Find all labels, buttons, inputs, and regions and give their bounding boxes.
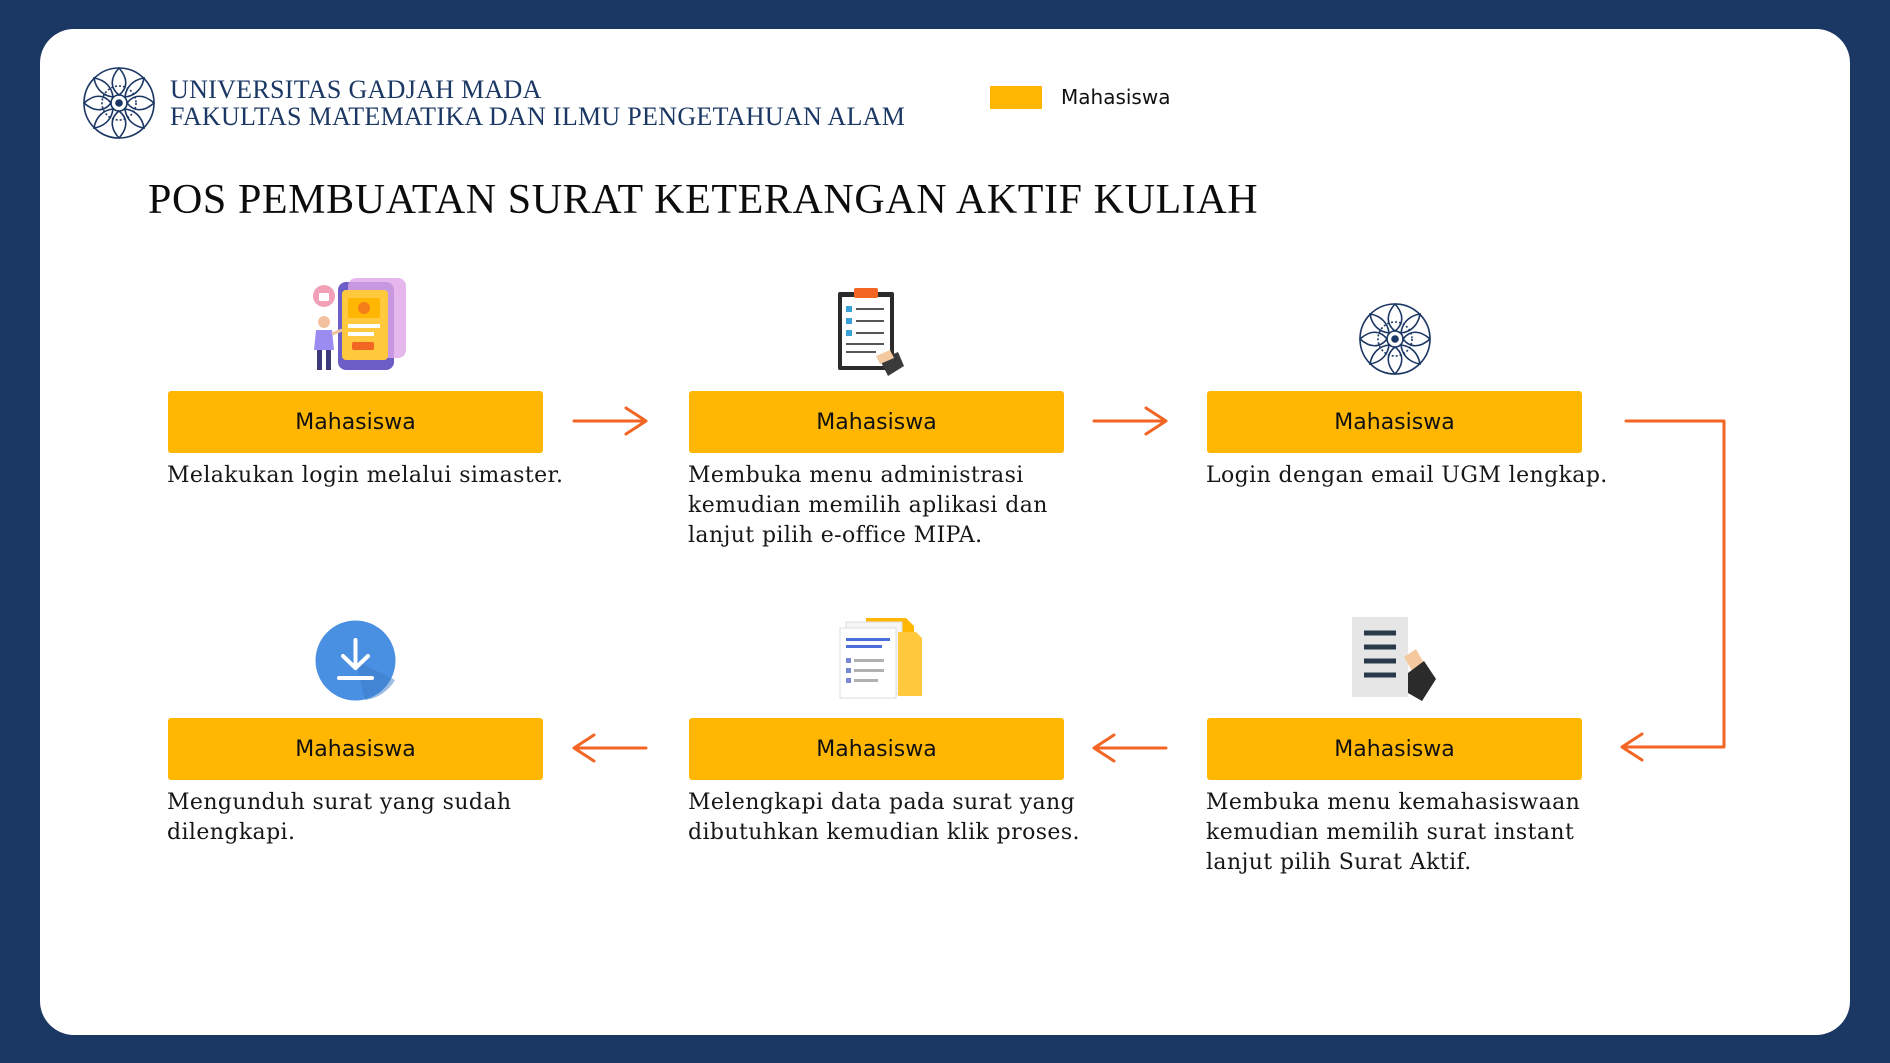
description-line: kemudian memilih aplikasi dan bbox=[688, 493, 1048, 518]
description-line: lanjut pilih Surat Aktif. bbox=[1206, 850, 1472, 875]
arrow-left-2 bbox=[574, 735, 646, 761]
role-bar-step-2: Mahasiswa bbox=[689, 391, 1064, 453]
description-line: Membuka menu kemahasiswaan bbox=[1206, 790, 1581, 815]
description-line: Melengkapi data pada surat yang bbox=[688, 790, 1076, 815]
step-4-description bbox=[1206, 788, 1626, 878]
description-line: dibutuhkan kemudian klik proses. bbox=[688, 820, 1080, 845]
role-bar-step-3: Mahasiswa bbox=[1207, 391, 1582, 453]
page-title: POS PEMBUATAN SURAT KETERANGAN AKTIF KULIAH bbox=[148, 177, 1259, 223]
step-2-description bbox=[688, 461, 1108, 551]
faculty-name: FAKULTAS MATEMATIKA DAN ILMU PENGETAHUAN ALAM bbox=[170, 102, 906, 131]
step-5-description bbox=[688, 788, 1108, 848]
step-1-description bbox=[167, 461, 587, 491]
role-bar-step-1: Mahasiswa bbox=[168, 391, 543, 453]
role-bar-step-4: Mahasiswa bbox=[1207, 718, 1582, 780]
university-name: UNIVERSITAS GADJAH MADA bbox=[170, 75, 542, 104]
ugm-emblem-icon bbox=[1358, 302, 1432, 376]
arrow-connector-down bbox=[1622, 421, 1724, 760]
description-line: lanjut pilih e-office MIPA. bbox=[688, 523, 983, 548]
step-6-description bbox=[167, 788, 587, 848]
arrow-left-1 bbox=[1094, 735, 1166, 761]
role-bar-step-5: Mahasiswa bbox=[689, 718, 1064, 780]
clipboard-checklist-icon bbox=[836, 288, 906, 378]
folder-documents-icon bbox=[836, 612, 922, 700]
arrow-right-2 bbox=[1094, 408, 1166, 434]
role-bar-step-6: Mahasiswa bbox=[168, 718, 543, 780]
description-line: kemudian memilih surat instant bbox=[1206, 820, 1575, 845]
description-line: Membuka menu administrasi bbox=[688, 463, 1024, 488]
description-line: dilengkapi. bbox=[167, 820, 296, 845]
step-3-description bbox=[1206, 461, 1626, 491]
legend-label: Mahasiswa bbox=[1061, 85, 1171, 109]
document-sign-icon bbox=[1350, 615, 1440, 703]
phone-login-icon bbox=[308, 278, 408, 373]
description-line: Mengunduh surat yang sudah bbox=[167, 790, 512, 815]
arrow-right-1 bbox=[574, 408, 646, 434]
description-line: Melakukan login melalui simaster. bbox=[167, 463, 564, 488]
description-line: Login dengan email UGM lengkap. bbox=[1206, 463, 1608, 488]
download-icon bbox=[315, 620, 396, 701]
